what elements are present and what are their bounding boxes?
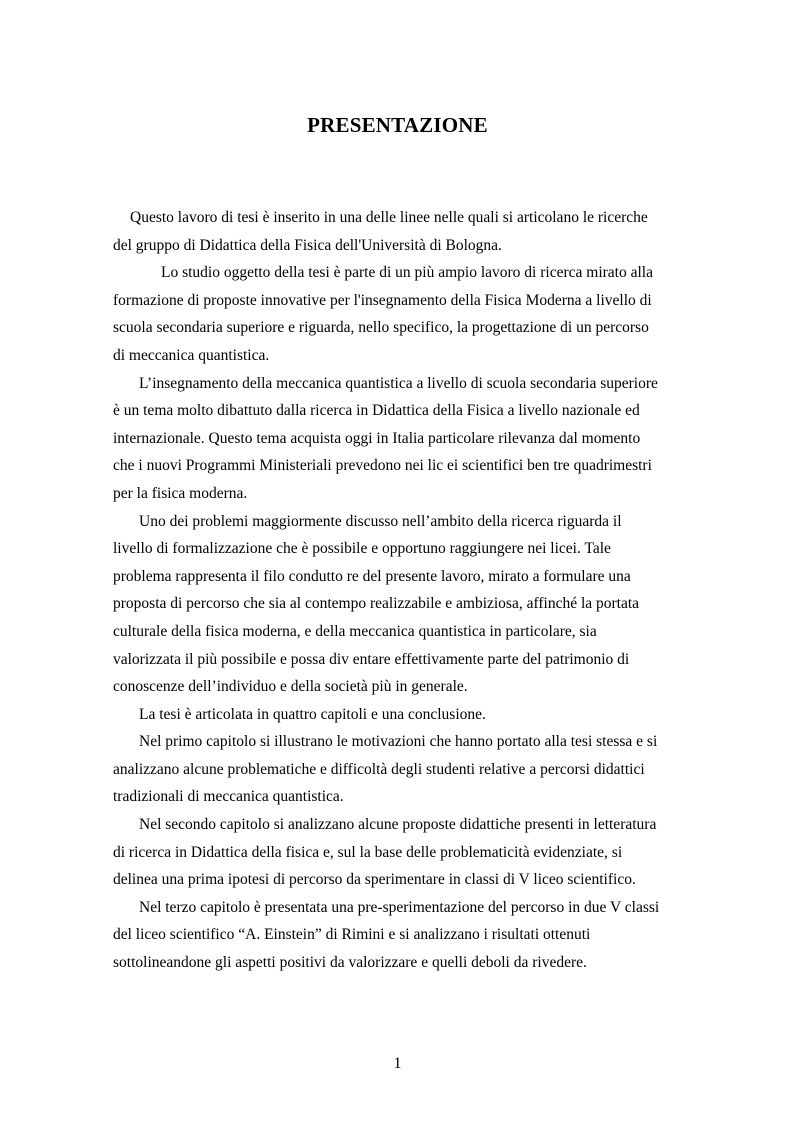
text-line: proposta di percorso che sia al contempo realizzabile e ambiziosa, affinché la portata	[113, 595, 640, 613]
text-line: del liceo scientifico “A. Einstein” di Rimini e si analizzano i risultati ottenuti	[113, 926, 591, 944]
text-line: L’insegnamento della meccanica quantistica a livello di scuola secondaria superiore	[139, 374, 658, 392]
text-line: analizzano alcune problematiche e difficoltà degli studenti relative a percorsi didattici	[113, 760, 645, 778]
text-line: problema rappresenta il filo condutto re del presente lavoro, mirato a formulare una	[113, 567, 631, 585]
text-line: La tesi è articolata in quattro capitoli e una conclusione.	[139, 705, 486, 723]
page-number: 1	[393, 1055, 402, 1072]
text-line: tradizionali di meccanica quantistica.	[113, 788, 344, 806]
text-line: sottolineandone gli aspetti positivi da valorizzare e quelli deboli da rivedere.	[113, 954, 587, 972]
text-line: Uno dei problemi maggiormente discusso nell’ambito della ricerca riguarda il	[139, 512, 622, 530]
text-line: formazione di proposte innovative per l'insegnamento della Fisica Moderna a livello di	[113, 291, 652, 309]
text-line: culturale della fisica moderna, e della meccanica quantistica in particolare, sia	[113, 622, 597, 640]
text-line: Lo studio oggetto della tesi è parte di un più ampio lavoro di ricerca mirato alla	[161, 264, 653, 282]
text-line: scuola secondaria superiore e riguarda, nello specifico, la progettazione di un percorso	[113, 319, 649, 337]
page-title: PRESENTAZIONE	[307, 113, 488, 137]
text-line: valorizzata il più possibile e possa div entare effettivamente parte del patrimonio di	[113, 650, 630, 668]
text-line: Nel primo capitolo si illustrano le motivazioni che hanno portato alla tesi stessa e si	[139, 733, 658, 751]
text-line: di ricerca in Didattica della fisica e, sul la base delle problematicità evidenziate, si	[113, 843, 623, 861]
text-line: Questo lavoro di tesi è inserito in una delle linee nelle quali si articolano le ricerche	[130, 209, 648, 226]
text-line: Nel secondo capitolo si analizzano alcune proposte didattiche presenti in letteratura	[139, 816, 657, 834]
text-line: di meccanica quantistica.	[113, 346, 270, 364]
text-line: del gruppo di Didattica della Fisica dell'Università di Bologna.	[113, 236, 502, 254]
body-text	[113, 204, 683, 977]
text-line: è un tema molto dibattuto dalla ricerca in Didattica della Fisica a livello nazionale ed	[113, 402, 640, 420]
text-line: conoscenze dell’individuo e della società più in generale.	[113, 678, 468, 696]
text-line: delinea una prima ipotesi di percorso da sperimentare in classi di V liceo scientifico.	[113, 871, 636, 889]
text-line: che i nuovi Programmi Ministeriali prevedono nei lic ei scientifici ben tre quadrimestri	[113, 457, 652, 475]
text-line: livello di formalizzazione che è possibile e opportuno raggiungere nei licei. Tale	[113, 540, 611, 558]
text-line: Nel terzo capitolo è presentata una pre-sperimentazione del percorso in due V classi	[139, 898, 660, 916]
text-line: per la fisica moderna.	[113, 484, 248, 502]
text-line: internazionale. Questo tema acquista oggi in Italia particolare rilevanza dal momento	[113, 429, 641, 447]
